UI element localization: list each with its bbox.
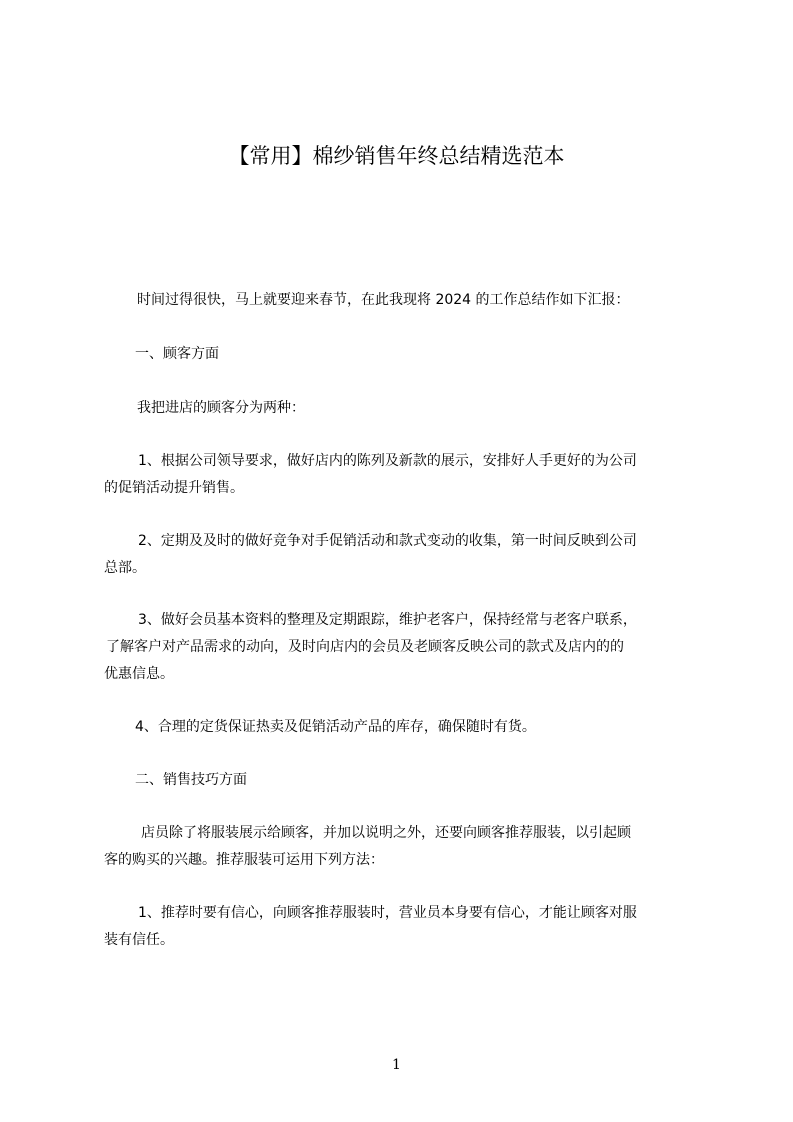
paragraph-line: 装有信任。 — [104, 932, 174, 948]
paragraph-line: 3、做好会员基本资料的整理及定期跟踪，维护老客户，保持经常与老客户联系， — [138, 612, 637, 628]
paragraph-item-3 — [104, 607, 710, 688]
document-title: 【常用】棉纱销售年终总结精选范本 — [228, 144, 565, 168]
paragraph-item-2 — [104, 528, 710, 582]
section-heading-customers — [104, 341, 710, 368]
paragraph-item-1 — [104, 448, 710, 502]
paragraph-line: 1、推荐时要有信心，向顾客推荐服装时，营业员本身要有信心，才能让顾客对服 — [138, 905, 637, 921]
paragraph-line: 时间过得很快，马上就要迎来春节，在此我现将 2024 的工作总结作如下汇报： — [137, 292, 630, 308]
paragraph-item-4 — [104, 714, 710, 741]
paragraph-line: 1、根据公司领导要求，做好店内的陈列及新款的展示，安排好人手更好的为公司 — [138, 453, 637, 469]
paragraph-line: 优惠信息。 — [104, 666, 174, 682]
paragraph-line: 总部。 — [104, 560, 146, 576]
paragraph-line: 我把进店的顾客分为两种： — [137, 400, 305, 416]
paragraph-line: 一、顾客方面 — [135, 346, 219, 362]
paragraph-line: 2、定期及及时的做好竞争对手促销活动和款式变动的收集，第一时间反映到公司 — [138, 533, 637, 549]
paragraph-line: 店员除了将服装展示给顾客，并加以说明之外，还要向顾客推荐服装，以引起顾 — [141, 825, 631, 841]
section-heading-sales-skills — [104, 767, 710, 794]
page-number: 1 — [392, 1057, 401, 1073]
paragraph-intro — [104, 287, 710, 314]
paragraph-sales-intro — [104, 820, 710, 874]
paragraph-line: 的促销活动提升销售。 — [104, 480, 244, 496]
paragraph-line: 二、销售技巧方面 — [135, 772, 247, 788]
paragraph-customer-types — [104, 395, 710, 422]
paragraph-line: 4、合理的定货保证热卖及促销活动产品的库存，确保随时有货。 — [135, 719, 536, 735]
paragraph-line: 客的购买的兴趣。推荐服装可运用下列方法： — [104, 852, 384, 868]
paragraph-line: 了解客户对产品需求的动向，及时向店内的会员及老顾客反映公司的款式及店内的的 — [106, 639, 624, 655]
paragraph-sales-item-1 — [104, 900, 710, 954]
